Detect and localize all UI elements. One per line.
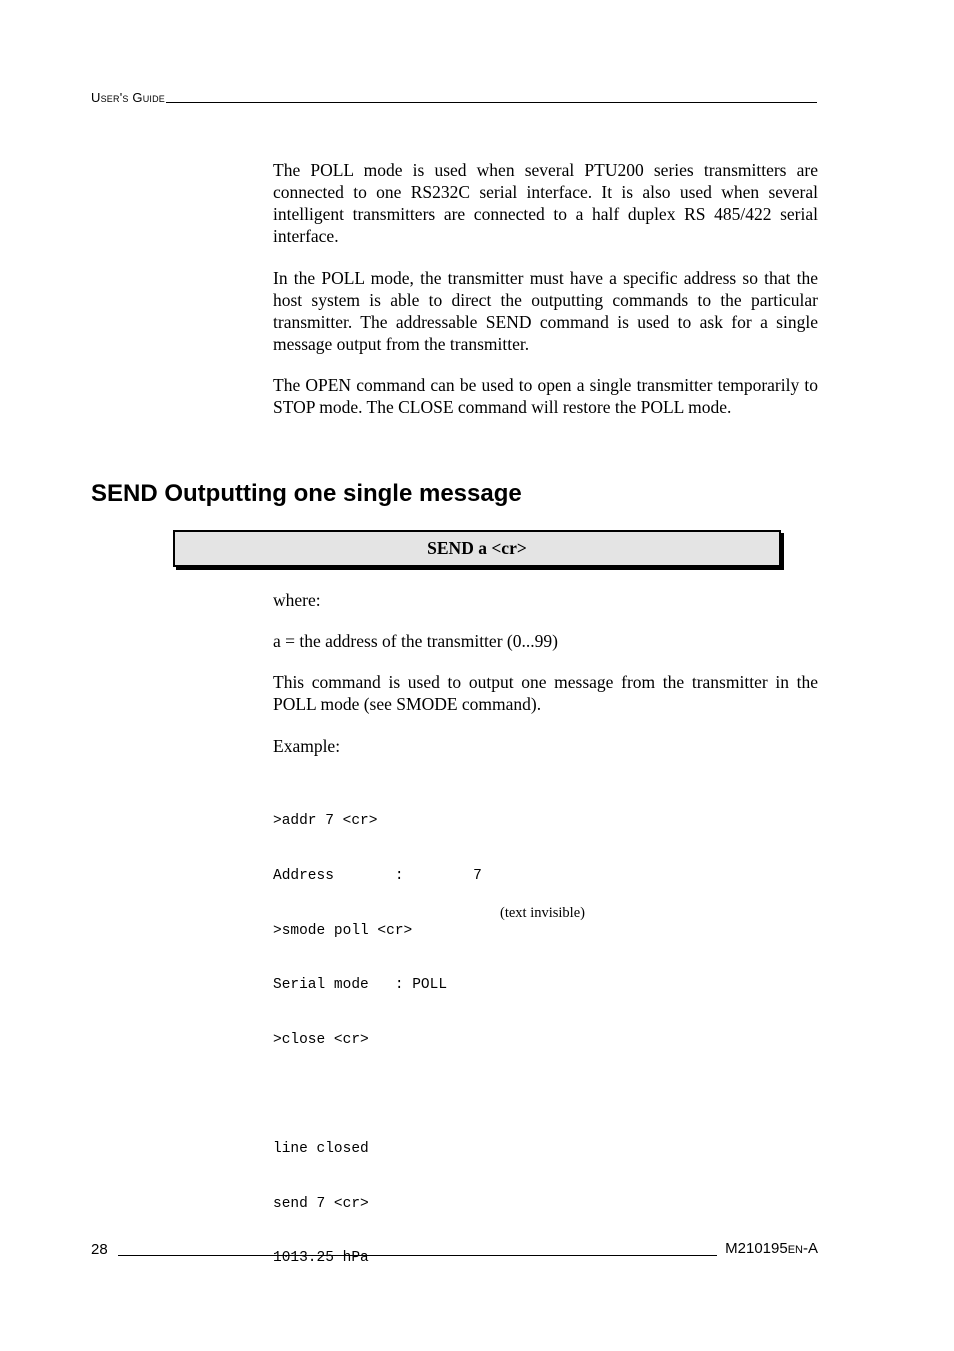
example-code-block xyxy=(273,776,482,1286)
where-label: where: xyxy=(273,590,321,610)
code-line: Serial mode : POLL xyxy=(273,977,448,994)
section-heading: SEND Outputting one single message xyxy=(91,480,522,507)
code-blank-line xyxy=(273,1085,482,1103)
code-line: send 7 <cr> xyxy=(273,1195,369,1212)
code-line: >smode poll <cr> xyxy=(273,922,413,939)
paragraph-poll-address: In the POLL mode, the transmitter must have a specific address so that the host system is able to direct the outputting commands to the particular transmitter. The addressable SEND command is used to ask for a single message output from the transmitter. xyxy=(273,268,818,354)
page-number: 28 xyxy=(91,1241,108,1258)
code-line: line closed xyxy=(273,1140,369,1157)
paragraph-poll-mode: The POLL mode is used when several PTU200 series transmitters are connected to one RS232C serial interface. It is also used when several intelligent transmitters are connected to a half duplex RS 485/422 serial interface. xyxy=(273,160,818,246)
doc-id-main: M210195 xyxy=(725,1240,788,1257)
command-description: This command is used to output one message from the transmitter in the POLL mode (see SMODE command). xyxy=(273,672,818,714)
paragraph-open-close: The OPEN command can be used to open a single transmitter temporarily to STOP mode. The CLOSE command will restore the POLL mode. xyxy=(273,375,818,417)
document-id xyxy=(725,1240,818,1259)
doc-id-suffix: EN xyxy=(787,1244,803,1256)
code-line: 1013.25 hPa xyxy=(273,1250,369,1267)
command-syntax-box xyxy=(173,530,781,567)
header-rule xyxy=(166,102,817,103)
code-annotation: (text invisible) xyxy=(500,905,585,921)
page-header xyxy=(91,90,817,106)
page-footer xyxy=(91,1240,818,1259)
code-line: Address : 7 xyxy=(273,868,482,884)
header-title: User's Guide xyxy=(91,90,166,105)
parameter-description: a = the address of the transmitter (0...99) xyxy=(273,631,558,651)
command-syntax: SEND a <cr> xyxy=(427,538,527,558)
doc-id-rev: -A xyxy=(803,1240,818,1257)
code-line: >close <cr> xyxy=(273,1031,369,1048)
code-line: >addr 7 <cr> xyxy=(273,813,378,830)
footer-rule xyxy=(118,1255,717,1256)
example-label: Example: xyxy=(273,736,341,756)
